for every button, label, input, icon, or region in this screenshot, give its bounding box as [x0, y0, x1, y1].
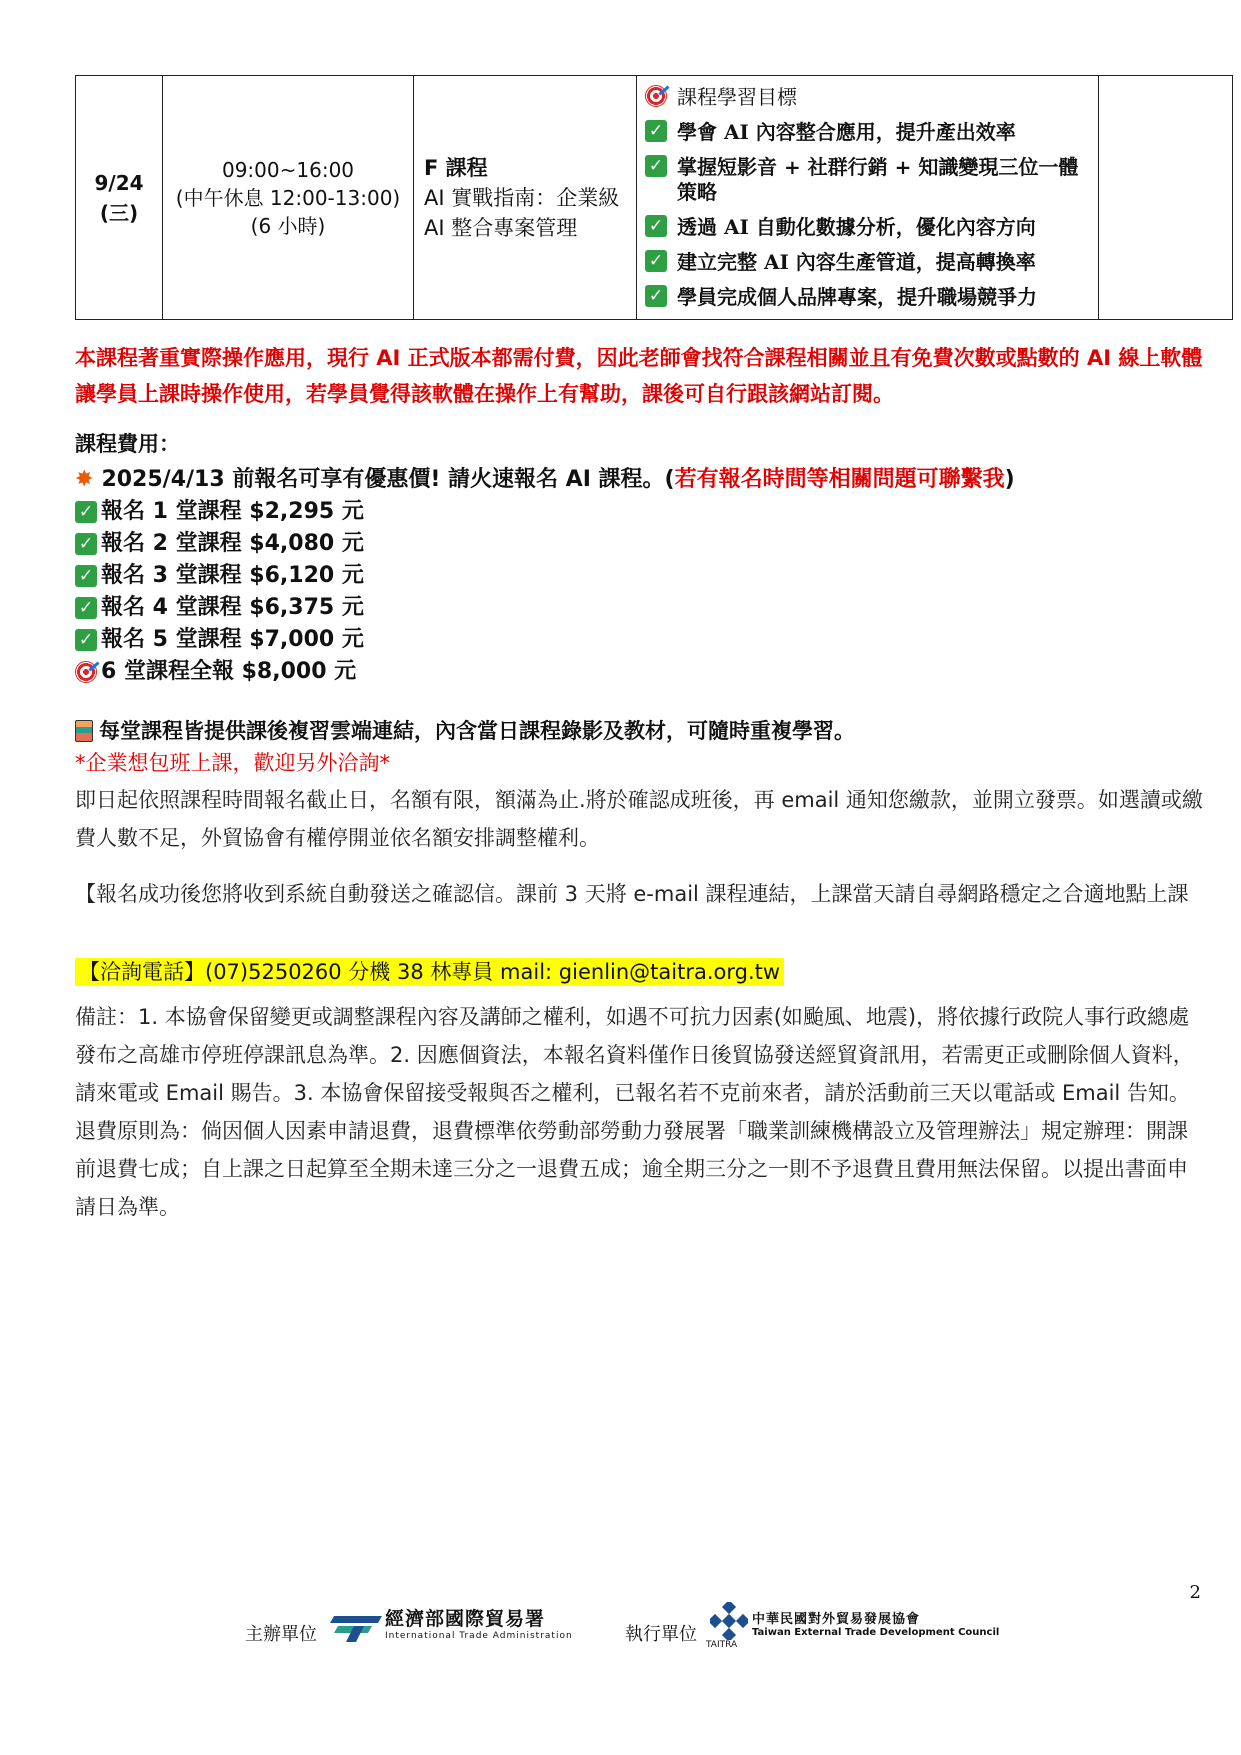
fee-item: ✓ 報名 1 堂課程 $2,295 元: [75, 496, 1205, 528]
hours: (6 小時): [250, 213, 326, 238]
time: 09:00~16:00: [221, 157, 355, 182]
goals-cell: [637, 76, 1099, 320]
early-bird-line: ✸ 2025/4/13 前報名可享有優惠價! 請火速報名 AI 課程。( 若有報名時間等相關問題可聯繫我 ): [75, 464, 1205, 496]
fee-list: [75, 464, 1205, 688]
weekday: (三): [99, 200, 139, 225]
check-icon: ✓: [645, 215, 667, 237]
check-icon: ✓: [645, 120, 667, 142]
course-code: F 課程: [424, 155, 488, 180]
contact-hint: 若有報名時間等相關問題可聯繫我: [674, 467, 1005, 492]
target-icon: [75, 661, 97, 683]
executor-label: 執行單位: [625, 1624, 697, 1645]
organizer-name: 經濟部國際貿易署 International Trade Administration: [385, 1608, 573, 1641]
check-icon: ✓: [75, 533, 97, 555]
goals-heading: 課程學習目標: [645, 80, 1092, 115]
check-icon: ✓: [75, 565, 97, 587]
check-icon: ✓: [645, 155, 667, 177]
goal-item: ✓ 學會 AI 內容整合應用，提升產出效率: [645, 115, 1092, 150]
contact-info: 【洽詢電話】(07)5250260 分機 38 林專員 mail: gienlin@taitra.org.tw: [75, 958, 784, 986]
registration-paragraph: 即日起依照課程時間報名截止日，名額有限，額滿為止.將於確認成班後，再 email 通知您繳款，並開立發票。如選讀或繳費人數不足，外貿協會有權停開並依名額安排調整權利。: [75, 788, 1203, 850]
date: 9/24: [94, 170, 144, 195]
check-icon: ✓: [75, 629, 97, 651]
software-notice: 本課程著重實際操作應用，現行 AI 正式版本都需付費，因此老師會找符合課程相關並且有免費次數或點數的 AI 線上軟體讓學員上課時操作使用，若學員覺得該軟體在操作上有幫助，課後可自行跟該網站訂閱。: [75, 346, 1203, 406]
goal-item: ✓ 建立完整 AI 內容生產管道，提高轉換率: [645, 245, 1092, 280]
table-row: [76, 76, 1233, 320]
fee-item: ✓ 報名 4 堂課程 $6,375 元: [75, 592, 1205, 624]
course-title: AI 實戰指南：企業級 AI 整合專案管理: [424, 185, 620, 240]
contact-line: [75, 954, 1205, 990]
schedule-table: [75, 75, 1233, 320]
goal-item: ✓ 學員完成個人品牌專案，提升職場競爭力: [645, 280, 1092, 315]
review-note: 每堂課程皆提供課後複習雲端連結，內含當日課程錄影及教材，可隨時重複學習。: [75, 716, 1205, 746]
fee-item-full: 6 堂課程全報 $8,000 元: [75, 656, 1205, 688]
taitra-abbr: TAITRA: [706, 1640, 738, 1650]
fee-item: ✓ 報名 5 堂課程 $7,000 元: [75, 624, 1205, 656]
remarks-paragraph: 備註：1. 本協會保留變更或調整課程內容及講師之權利，如遇不可抗力因素(如颱風、地震)，將依據行政院人事行政總處發布之高雄市停班停課訊息為準。2. 因應個資法，本報名資料僅作日後貿協發送經貿資訊用，若需更正或刪除個人資料，請來電或 Email 賜告。3. 本協會保留接受報與否之權利，已報名若不克前來者，請於活動前三天以電話或 Email 告知。退費原則為：倘因個人因素申請退費，退費標準依勞動部勞動力發展署「職業訓練機構設立及管理辦法」規定辦理：開課前退費七成；自上課之日起算至全期未達三分之一退費五成；逾全期三分之一則不予退費且費用無法保留。以提出書面申請日為準。: [75, 1005, 1194, 1219]
goal-item: ✓ 掌握短影音 + 社群行銷 + 知識變現三位一體策略: [645, 150, 1092, 210]
fee-item: ✓ 報名 3 堂課程 $6,120 元: [75, 560, 1205, 592]
course-cell: [414, 76, 637, 320]
break-time: (中午休息 12:00-13:00): [175, 185, 401, 210]
books-icon: [75, 720, 93, 742]
executor-name: 中華民國對外貿易發展協會 Taiwan External Trade Development Council: [752, 1612, 1000, 1638]
confirmation-paragraph: 【報名成功後您將收到系統自動發送之確認信。課前 3 天將 e-mail 課程連結，上課當天請自尋網路穩定之合適地點上課: [75, 882, 1189, 906]
organizer-label: 主辦單位: [245, 1624, 317, 1645]
check-icon: ✓: [645, 285, 667, 307]
goal-item: ✓ 透過 AI 自動化數據分析，優化內容方向: [645, 210, 1092, 245]
check-icon: ✓: [645, 250, 667, 272]
time-cell: [163, 76, 414, 320]
check-icon: ✓: [75, 597, 97, 619]
check-icon: ✓: [75, 501, 97, 523]
taitra-logo-icon: [710, 1602, 748, 1640]
blank-cell: [1099, 76, 1233, 320]
page-number: 2: [1189, 1582, 1201, 1603]
footer: [0, 1598, 1241, 1658]
collision-icon: ✸: [75, 467, 94, 492]
fee-item: ✓ 報名 2 堂課程 $4,080 元: [75, 528, 1205, 560]
fee-title: 課程費用：: [75, 432, 180, 456]
target-icon: [645, 85, 667, 107]
corporate-note: *企業想包班上課，歡迎另外洽詢*: [75, 751, 390, 775]
trade-administration-logo-icon: [328, 1608, 382, 1644]
date-cell: [76, 76, 163, 320]
